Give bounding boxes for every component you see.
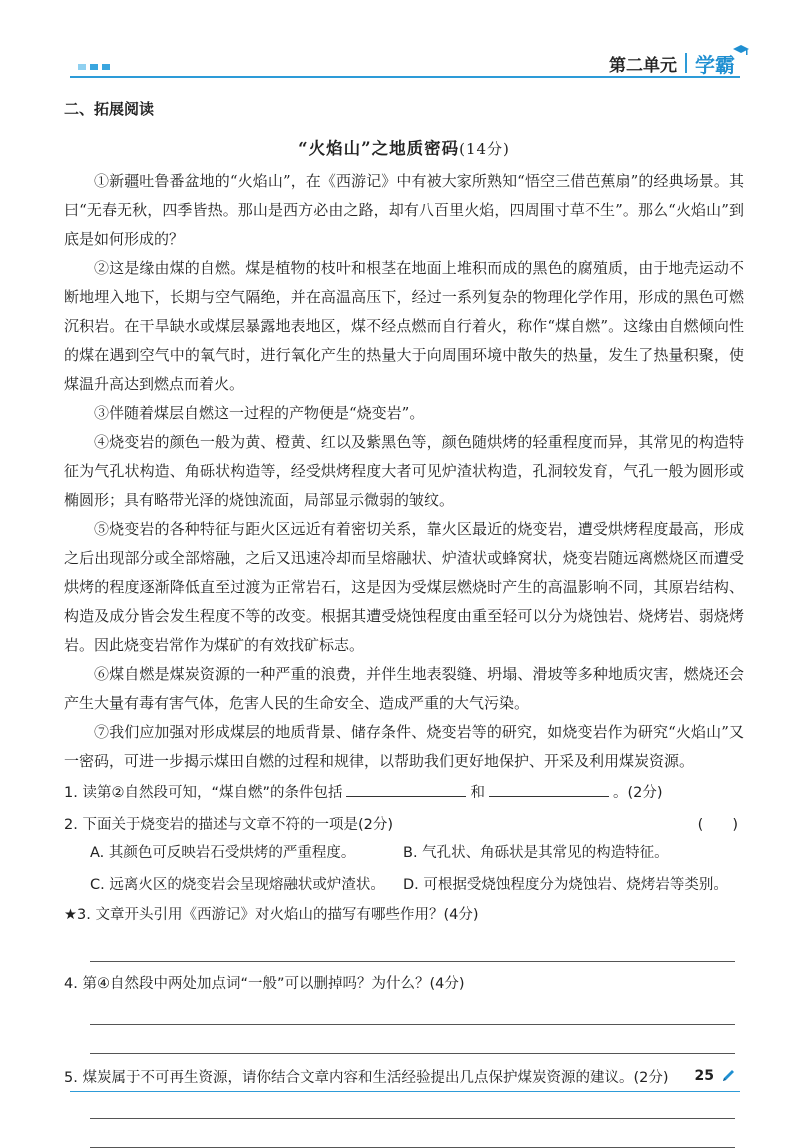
paragraph-5: ⑤烧变岩的各种特征与距火区远近有着密切关系，靠火区最近的烧变岩，遭受烘烤程度最高，形成之后出现部分或全部熔融，之后又迅速冷却而呈熔融状、炉渣状或蜂窝状，烧变岩随远离燃烧区而遭受烘烤的程度逐渐降低直至过渡为正常岩石，这是因为受煤层燃烧时产生的高温影响不同，其原岩结构、构造及成分皆会发生程度不等的改变。根据其遭受烧蚀程度由重至轻可以分为烧蚀岩、烧烤岩、弱烧烤岩。因此烧变岩常作为煤矿的有效找矿标志。 — [64, 520, 744, 654]
answer-line[interactable] — [90, 1053, 735, 1054]
question-1-and: 和 — [470, 785, 485, 801]
options-row-1 — [90, 837, 744, 869]
header-decoration — [78, 64, 110, 70]
answer-line[interactable] — [90, 1024, 735, 1025]
paragraph-2: ②这是缘由煤的自燃。煤是植物的枝叶和根茎在地面上堆积而成的黑色的腐殖质，由于地壳运动不断地埋入地下，长期与空气隔绝，并在高温高压下，经过一系列复杂的物理化学作用，形成的黑色可燃沉积岩。在干旱缺水或煤层暴露地表地区，煤不经点燃而自行着火，称作“煤自燃”。这缘由自燃倾向性的煤在遇到空气中的氧气时，进行氧化产生的热量大于向周围环境中散失的热量，发生了热量积聚，使煤温升高达到燃点而着火。 — [64, 259, 744, 393]
answer-blank-1[interactable] — [346, 780, 466, 797]
graduation-cap-icon — [733, 43, 749, 59]
question-5: 5. 煤炭属于不可再生资源，请你结合文章内容和生活经验提出几点保护煤炭资源的建议。(2分) — [64, 1070, 669, 1086]
option-c[interactable]: C. 远离火区的烧变岩会呈现熔融状或炉渣状。 — [90, 877, 385, 893]
options-row-2 — [90, 869, 744, 901]
page-content — [64, 98, 744, 1148]
article-score: (14分) — [459, 140, 510, 158]
unit-label: 第二单元 — [609, 55, 677, 76]
question-4: 4. 第④自然段中两处加点词“一般”可以删掉吗？为什么？(4分) — [64, 976, 465, 992]
question-2-options — [90, 837, 744, 901]
article-title-text: “火焰山”之地质密码 — [298, 139, 460, 158]
paragraph-4: ④烧变岩的颜色一般为黄、橙黄、红以及紫黑色等，颜色随烘烤的轻重程度而异，其常见的构造特征为气孔状构造、角砾状构造等，经受烘烤程度大者可见炉渣状构造，孔洞较发育，气孔一般为圆形或椭圆形；具有略带光泽的烧蚀流面，局部显示微弱的皱纹。 — [64, 433, 744, 509]
header-separator — [685, 53, 687, 73]
page-header — [0, 0, 800, 82]
option-b[interactable]: B. 气孔状、角砾状是其常见的构造特征。 — [403, 845, 669, 861]
article-title — [64, 135, 744, 159]
question-1 — [64, 780, 744, 805]
page-number-text: 25 — [694, 1068, 714, 1084]
header-rule — [70, 76, 740, 78]
question-2-text: 2. 下面关于烧变岩的描述与文章不符的一项是(2分) — [64, 817, 393, 833]
answer-line[interactable] — [90, 961, 735, 962]
question-2 — [64, 813, 744, 837]
answer-line[interactable] — [90, 1118, 735, 1119]
option-d[interactable]: D. 可根据受烧蚀程度分为烧蚀岩、烧烤岩等类别。 — [403, 877, 728, 893]
answer-blank-2[interactable] — [489, 780, 609, 797]
question-1-end: 。(2分) — [612, 785, 663, 801]
paragraph-3: ③伴随着煤层自燃这一过程的产物便是“烧变岩”。 — [94, 404, 425, 422]
question-1-text: 1. 读第②自然段可知，“煤自燃”的条件包括 — [64, 785, 343, 801]
section-title: 二、拓展阅读 — [64, 100, 155, 118]
paragraph-1: ①新疆吐鲁番盆地的“火焰山”，在《西游记》中有被大家所熟知“悟空三借芭蕉扇”的经典场景。其曰“无春无秋，四季皆热。那山是西方必由之路，却有八百里火焰，四周围寸草不生”。那么“火焰山”到底是如何形成的？ — [64, 172, 744, 248]
pencil-icon — [720, 1068, 736, 1084]
brand-text: 学霸 — [695, 52, 735, 77]
header-tab — [609, 50, 735, 76]
brand-logo — [695, 49, 735, 78]
page-number — [695, 1068, 736, 1084]
footer-rule — [70, 1091, 740, 1092]
paragraph-6: ⑥煤自燃是煤炭资源的一种严重的浪费，并伴生地表裂缝、坍塌、滑坡等多种地质灾害，燃烧还会产生大量有毒有害气体，危害人民的生命安全、造成严重的大气污染。 — [64, 665, 744, 712]
option-a[interactable]: A. 其颜色可反映岩石受烘烤的严重程度。 — [90, 845, 356, 861]
paragraph-7: ⑦我们应加强对形成煤层的地质背景、储存条件、烧变岩等的研究，如烧变岩作为研究“火焰山”又一密码，可进一步揭示煤田自燃的过程和规律，以帮助我们更好地保护、开采及利用煤炭资源。 — [64, 723, 744, 770]
question-3: ★3. 文章开头引用《西游记》对火焰山的描写有哪些作用？(4分) — [64, 907, 479, 923]
answer-parenthesis[interactable]: ( ) — [697, 817, 738, 833]
